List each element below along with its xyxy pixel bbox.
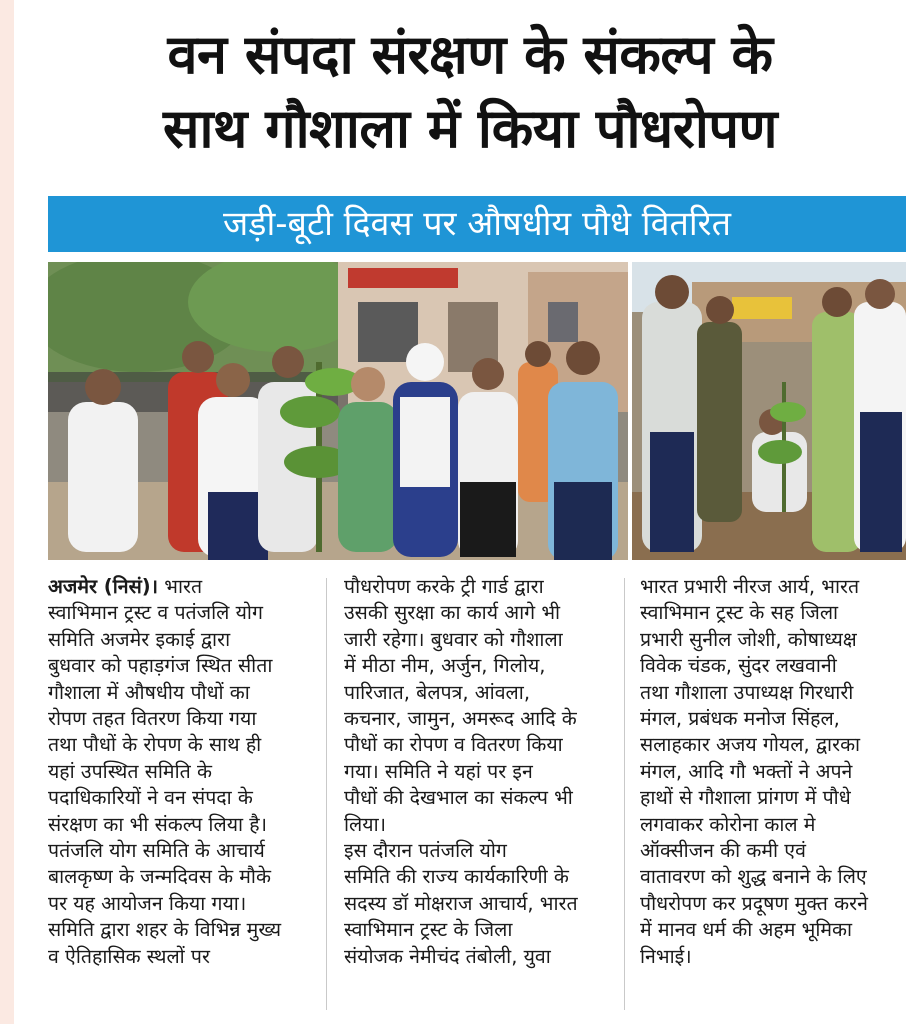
column-divider (624, 578, 625, 1010)
photo-planting-group (48, 262, 628, 560)
photo-sapling-planting (632, 262, 906, 560)
headline (40, 18, 900, 166)
article-dateline: अजमेर (निसं)। (48, 575, 159, 598)
headline-line-2: साथ गौशाला में किया पौधरोपण (162, 97, 778, 160)
column-divider (326, 578, 327, 1010)
article-column-3: भारत प्रभारी नीरज आर्य, भारत स्वाभिमान ट्रस्ट के सह जिला प्रभारी सुनील जोशी, कोषाध्यक्ष विवेक चंडक, सुंदर लखवानी तथा गौशाला उपाध्यक्ष गिरधारी मंगल, प्रबंधक मनोज सिंहल, सलाहकार अजय गोयल, द्वारका मंगल, आदि गौ भक्तों ने अपने हाथों से गौशाला प्रांगण में पौधे लगवाकर कोरोना काल मे ऑक्सीजन की कमी एवं वातावरण को शुद्ध बनाने के लिए पौधरोपण कर प्रदूषण मुक्त करने में मानव धर्म की अहम भूमिका निभाई। (640, 575, 868, 968)
article-column-1 (48, 574, 310, 1014)
article-column-2: पौधरोपण करके ट्री गार्ड द्वारा उसकी सुरक्षा का कार्य आगे भी जारी रहेगा। बुधवार को गौशाला में मीठा नीम, अर्जुन, गिलोय, पारिजात, बेलपत्र, आंवला, कचनार, जामुन, अमरूद आदि के पौधों का रोपण व वितरण किया गया। समिति ने यहां पर इन पौधों की देखभाल का संकल्प भी लिया। इस दौरान पतंजलि योग समिति की राज्य कार्यकारिणी के सदस्य डॉ मोक्षराज आचार्य, भारत स्वाभिमान ट्रस्ट के जिला संयोजक नेमीचंद तंबोली, युवा (344, 575, 578, 968)
photo-sapling-planting-image (632, 262, 906, 560)
page-edge-strip (0, 0, 14, 1024)
subheadline: जड़ी-बूटी दिवस पर औषधीय पौधे वितरित (223, 204, 731, 244)
photo-planting-group-image (48, 262, 628, 560)
headline-line-1: वन संपदा संरक्षण के संकल्प के (167, 23, 773, 86)
subheadline-banner (48, 196, 906, 252)
article-column-1-text: भारत स्वाभिमान ट्रस्ट व पतंजलि योग समिति अजमेर इकाई द्वारा बुधवार को पहाड़गंज स्थित सीता गौशाला में औषधीय पौधों का रोपण तहत वितरण किया गया तथा पौधों के रोपण के साथ ही यहां उपस्थित समिति के पदाधिकारियों ने वन संपदा के संरक्षण का भी संकल्प लिया है। पतंजलि योग समिति के आचार्य बालकृष्ण के जन्मदिवस के मौके पर यह आयोजन किया गया। समिति द्वारा शहर के विभिन्न मुख्य व ऐतिहासिक स्थलों पर (48, 575, 282, 968)
